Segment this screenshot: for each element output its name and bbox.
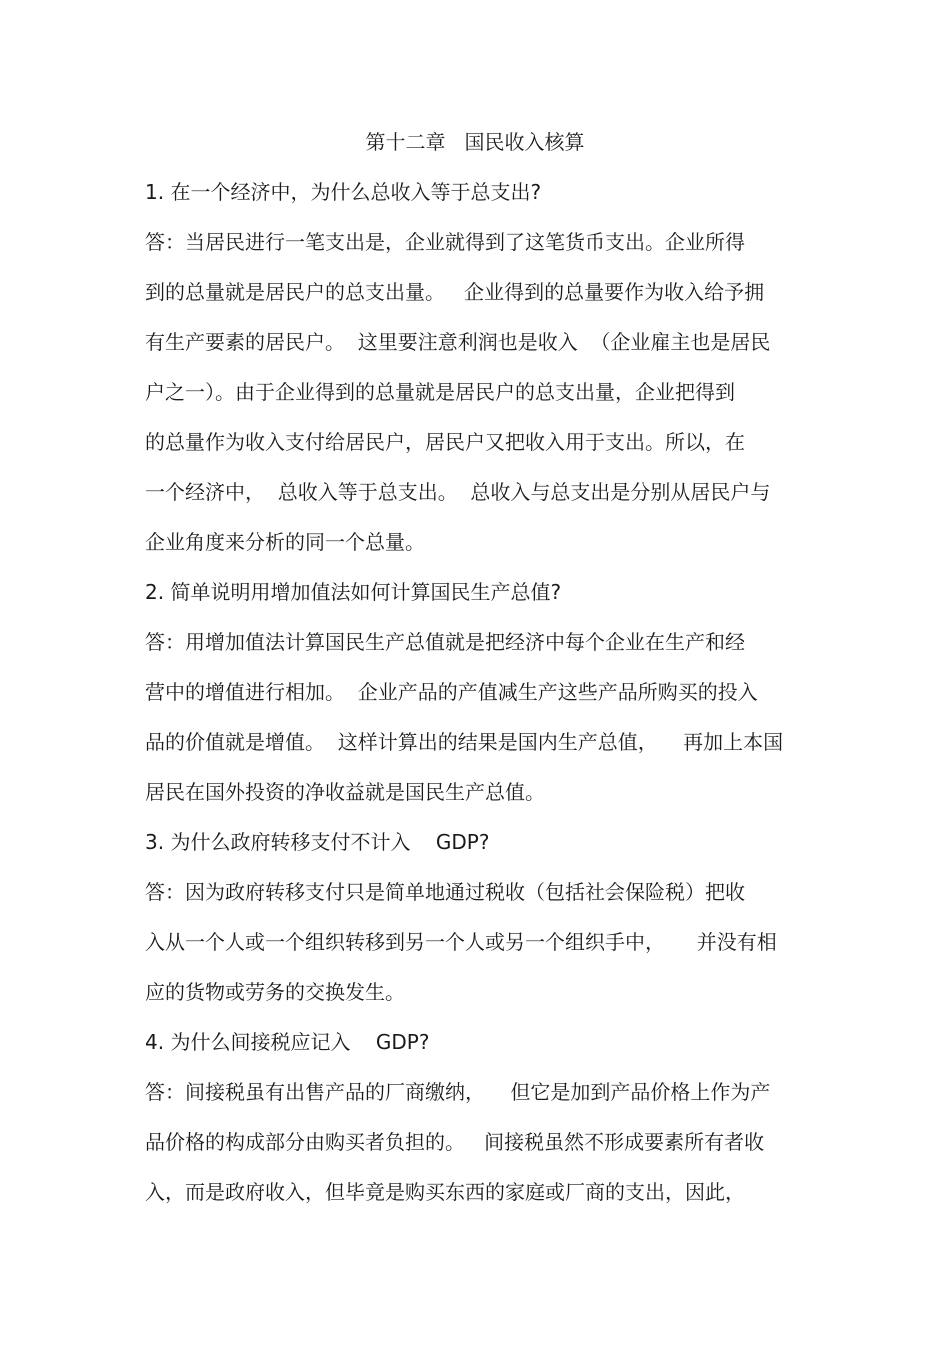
text-line: 入，而是政府收入，但毕竟是购买东西的家庭或厂商的支出，因此， [145, 1180, 745, 1204]
text-line: 答：用增加值法计算国民生产总值就是把经济中每个企业在生产和经 [145, 630, 745, 654]
text-line: 营中的增值进行相加。 企业产品的产值减生产这些产品所购买的投入 [145, 680, 758, 704]
text-line: 有生产要素的居民户。 这里要注意利润也是收入 （企业雇主也是居民 [145, 330, 771, 354]
document-body [145, 177, 825, 1227]
text-line: 品的价值就是增值。 这样计算出的结果是国内生产总值， 再加上本国 [145, 730, 784, 754]
chapter-title: 第十二章 国民收入核算 [365, 130, 585, 154]
text-line: 到的总量就是居民户的总支出量。 企业得到的总量要作为收入给予拥 [145, 280, 765, 304]
text-line: 4. 为什么间接税应记入 GDP? [145, 1030, 430, 1054]
text-line: 一个经济中， 总收入等于总支出。 总收入与总支出是分别从居民户与 [145, 480, 771, 504]
text-line: 3. 为什么政府转移支付不计入 GDP? [145, 830, 490, 854]
text-line: 户之一）。由于企业得到的总量就是居民户的总支出量，企业把得到 [145, 380, 735, 404]
text-line: 入从一个人或一个组织转移到另一个人或另一个组织手中， 并没有相 [145, 930, 777, 954]
text-line: 的总量作为收入支付给居民户，居民户又把收入用于支出。所以，在 [145, 430, 745, 454]
text-line: 居民在国外投资的净收益就是国民生产总值。 [145, 780, 545, 804]
text-line: 2. 简单说明用增加值法如何计算国民生产总值? [145, 580, 562, 604]
text-line: 应的货物或劳务的交换发生。 [145, 980, 405, 1004]
text-line: 答：间接税虽有出售产品的厂商缴纳， 但它是加到产品价格上作为产 [145, 1080, 771, 1104]
text-line: 品价格的构成部分由购买者负担的。 间接税虽然不形成要素所有者收 [145, 1130, 765, 1154]
text-line: 答：当居民进行一笔支出是，企业就得到了这笔货币支出。企业所得 [145, 230, 745, 254]
text-line: 答：因为政府转移支付只是简单地通过税收（包括社会保险税）把收 [145, 880, 745, 904]
text-line: 1. 在一个经济中，为什么总收入等于总支出? [145, 180, 542, 204]
text-line: 企业角度来分析的同一个总量。 [145, 530, 425, 554]
